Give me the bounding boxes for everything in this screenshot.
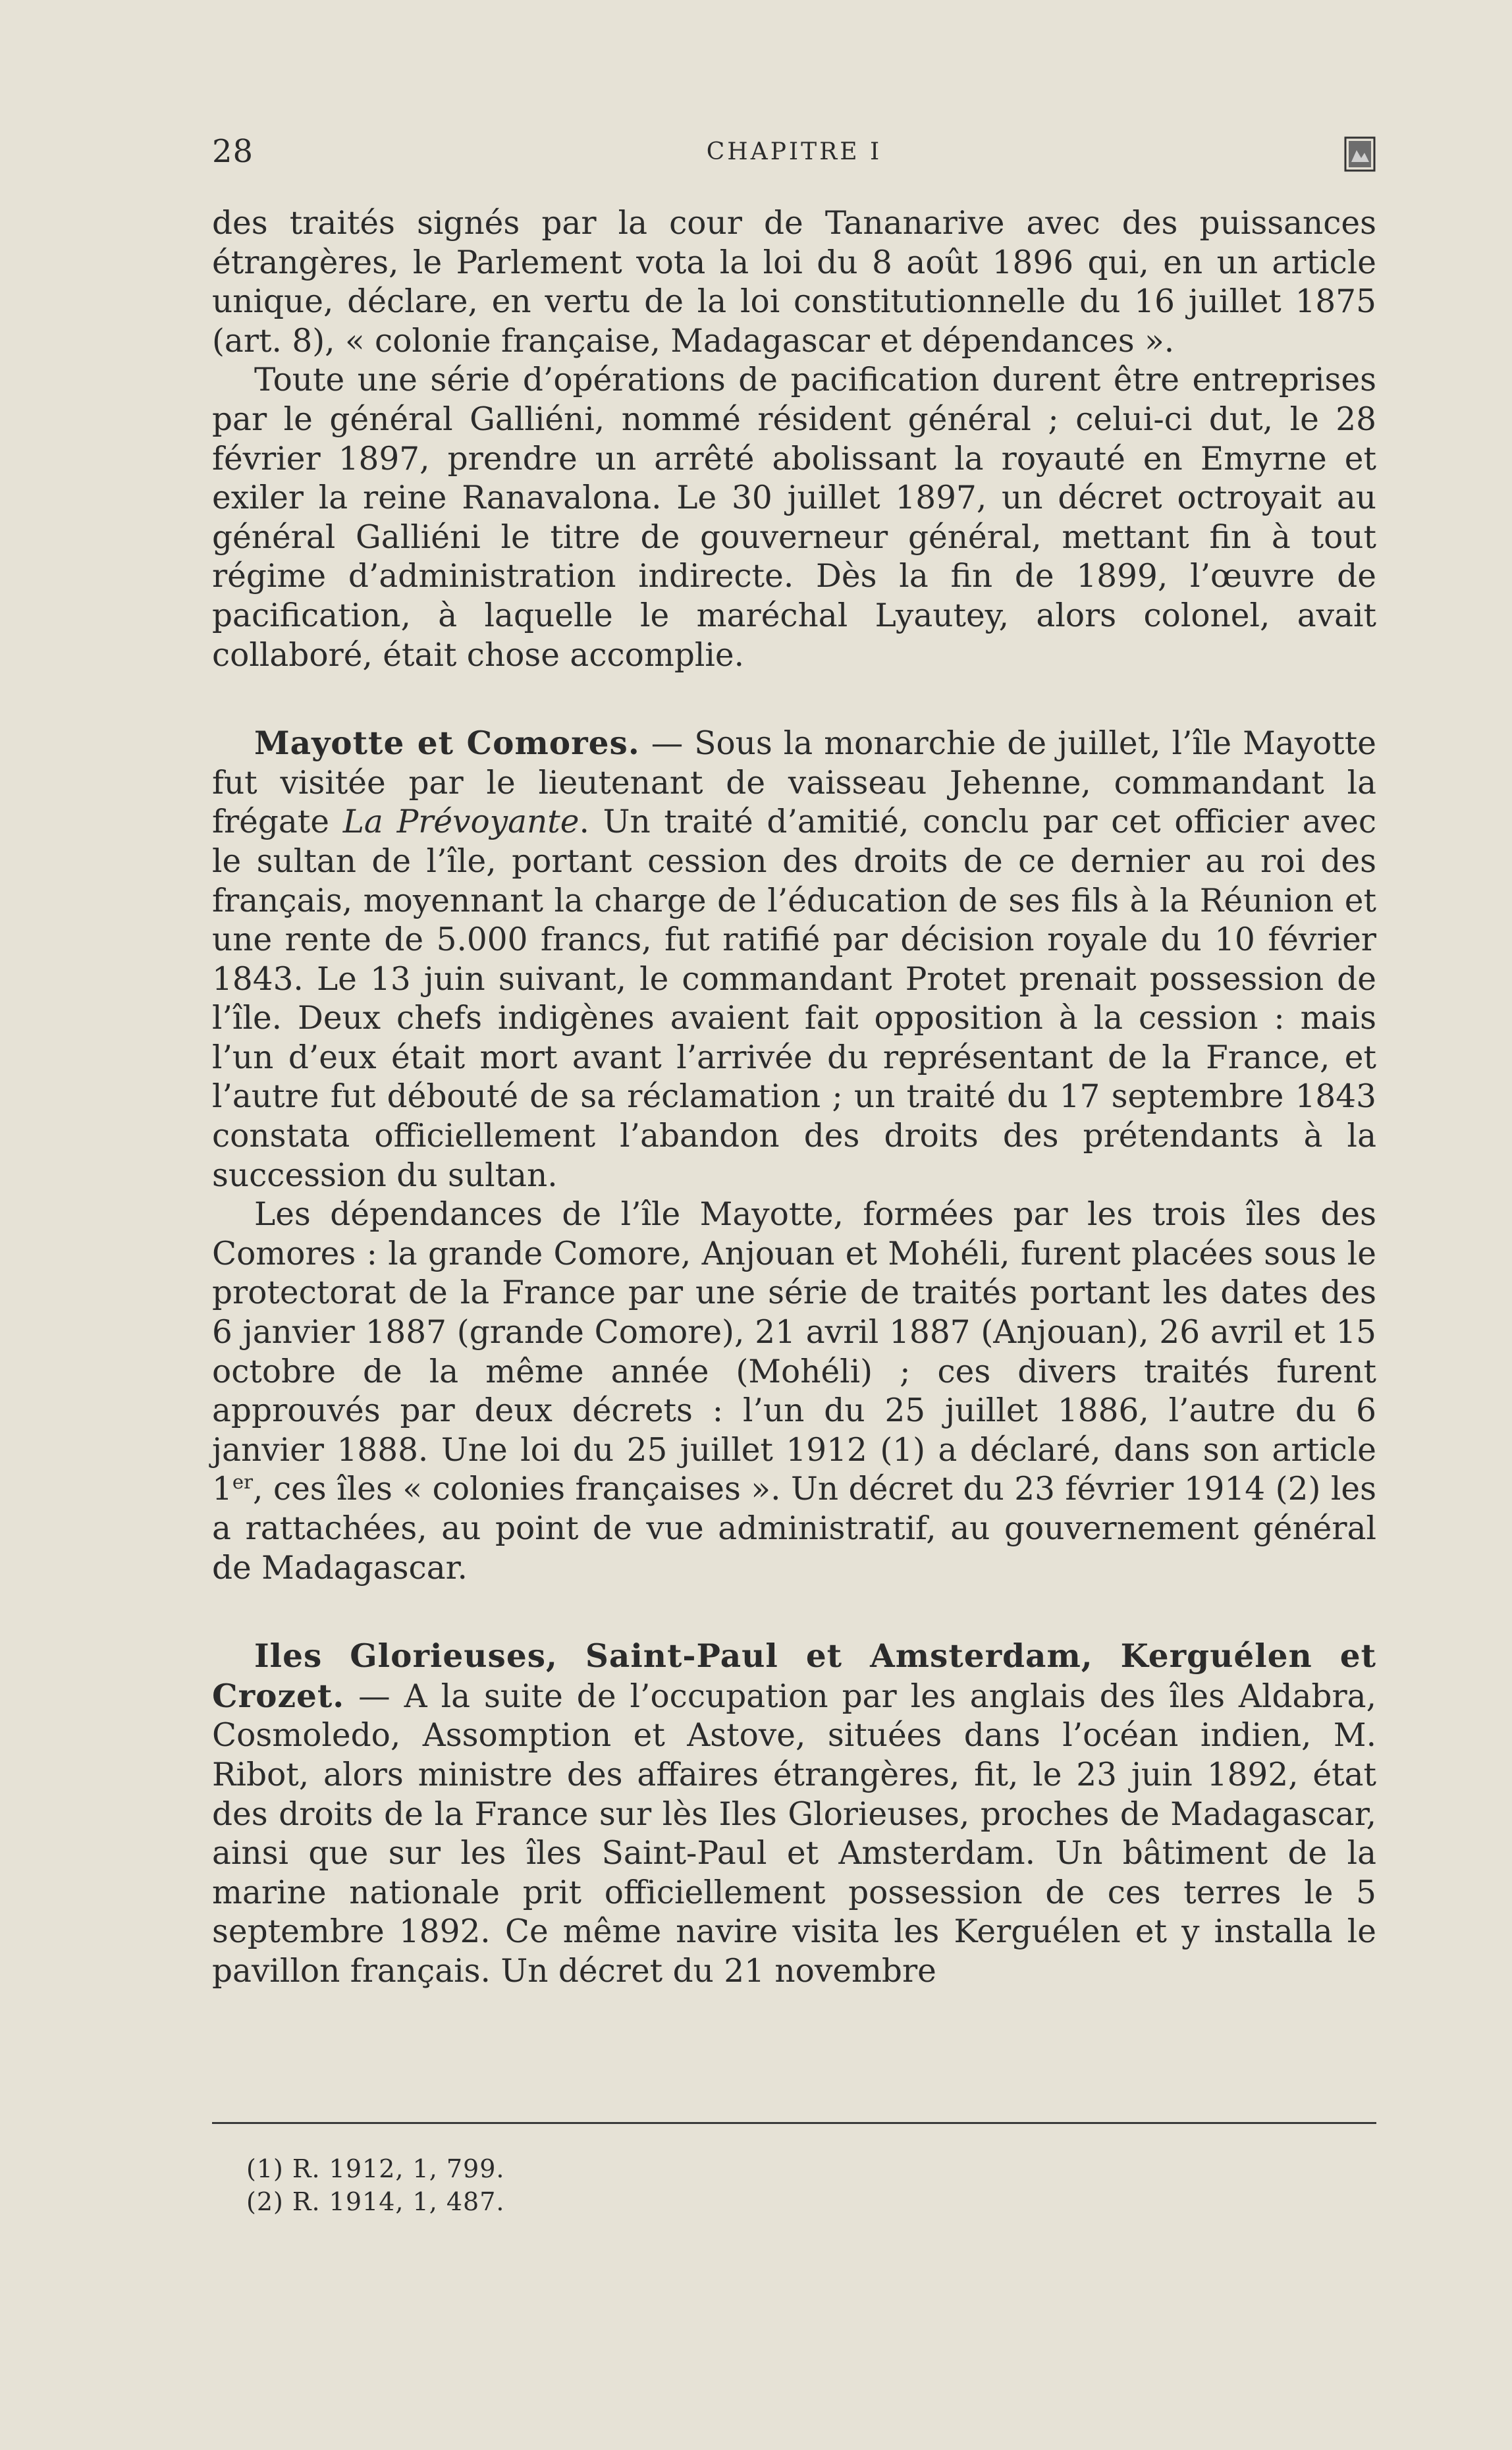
footnotes: [246, 2152, 505, 2218]
mayotte-text-part2: . Un traité d’amitié, conclu par cet officier avec le sultan de l’île, portant cession des droits de ce dernier au roi des français, moyennant la charge de l’éducation de ses fils à la Réunion et une rente de 5.000 francs, fut ratifié par décision royale du 10 février 1843. Le 13 juin suivant, le commandant Protet prenait possession de l’île. Deux chefs indigènes avaient fait opposition à la cession : mais l’un d’eux était mort avant l’arrivée du représentant de la France, et l’autre fut débouté de sa réclamation ; un traité du 17 septembre 1843 constata officiellement l’abandon des droits des prétendants à la succession du sultan.: [212, 803, 1376, 1194]
chapter-title: CHAPITRE I: [706, 138, 882, 165]
paragraph-pacification: Toute une série d’opérations de pacification durent être entreprises par le général Galliéni, nommé résident général ; celui-ci dut, le 28 février 1897, prendre un arrêté abolissant la royauté en Emyrne et exiler la reine Ranavalona. Le 30 juillet 1897, un décret octroyait au général Galliéni le titre de gouverneur général, mettant fin à tout régime d’administration indirecte. Dès la fin de 1899, l’œuvre de pacification, à laquelle le maréchal Lyautey, alors colonel, avait collaboré, était chose accomplie.: [212, 362, 1376, 674]
footnote-2: (2) R. 1914, 1, 487.: [246, 2187, 505, 2216]
comores-text-part1: Les dépendances de l’île Mayotte, formées par les trois îles des Comores : la grande Comore, Anjouan et Mohéli, furent placées sous le protectorat de la France par une série de traités portant les dates des 6 janvier 1887 (grande Comore), 21 avril 1887 (Anjouan), 26 avril et 15 octobre de la même année (Mohéli) ; ces divers traités furent approuvés par deux décrets : l’un du 25 juillet 1886, l’autre du 6 janvier 1888. Une loi du 25 juillet 1912 (1) a déclaré, dans son article 1: [212, 1196, 1376, 1508]
comores-text-part2: , ces îles « colonies françaises ». Un décret du 23 février 1914 (2) les a rattachées, au point de vue administratif, au gouvernement général de Madagascar.: [212, 1471, 1376, 1587]
footnote-divider: [212, 2122, 1376, 2124]
paragraph-comores: [212, 1195, 1376, 1588]
paragraph-mayotte: [212, 724, 1376, 1195]
corner-ornament-icon: [1343, 136, 1376, 173]
paragraph-madagascar-law: des traités signés par la cour de Tananarive avec des puissances étrangères, le Parlement vota la loi du 8 août 1896 qui, en un article unique, déclare, en vertu de la loi constitutionnelle du 16 juillet 1875 (art. 8), « colonie française, Madagascar et dépendances ».: [212, 205, 1376, 360]
section-heading-mayotte: Mayotte et Comores.: [254, 724, 640, 763]
section-spacer: [212, 675, 1376, 724]
iles-glorieuses-text: — A la suite de l’occupation par les anglais des îles Aldabra, Cosmoledo, Assomption et Astove, situées dans l’océan indien, M. Ribot, alors ministre des affaires étrangères, fit, le 23 juin 1892, état des droits de la France sur lès Iles Glorieuses, proches de Madagascar, ainsi que sur les îles Saint-Paul et Amsterdam. Un bâtiment de la marine nationale prit officiellement possession de ces terres le 5 septembre 1892. Ce même navire visita les Kerguélen et y installa le pavillon français. Un décret du 21 novembre: [212, 1677, 1376, 1990]
footnote-1: (1) R. 1912, 1, 799.: [246, 2154, 505, 2183]
page-number: 28: [212, 133, 254, 170]
ship-name: La Prévoyante: [342, 803, 580, 841]
ordinal-superscript: er: [232, 1471, 253, 1494]
section-spacer: [212, 1588, 1376, 1637]
paragraph-iles-glorieuses: [212, 1637, 1376, 1991]
running-header: [212, 129, 1376, 175]
mayotte-text-part1: — Sous la monarchie de juillet, l’île Mayotte fut visitée par le lieutenant de vaisseau Jehenne, commandant la frégate: [212, 725, 1376, 841]
section-heading-iles-glorieuses: Iles Glorieuses, Saint-Paul et Amsterdam, Kerguélen et Crozet.: [212, 1637, 1376, 1715]
body-text: [212, 204, 1376, 1992]
